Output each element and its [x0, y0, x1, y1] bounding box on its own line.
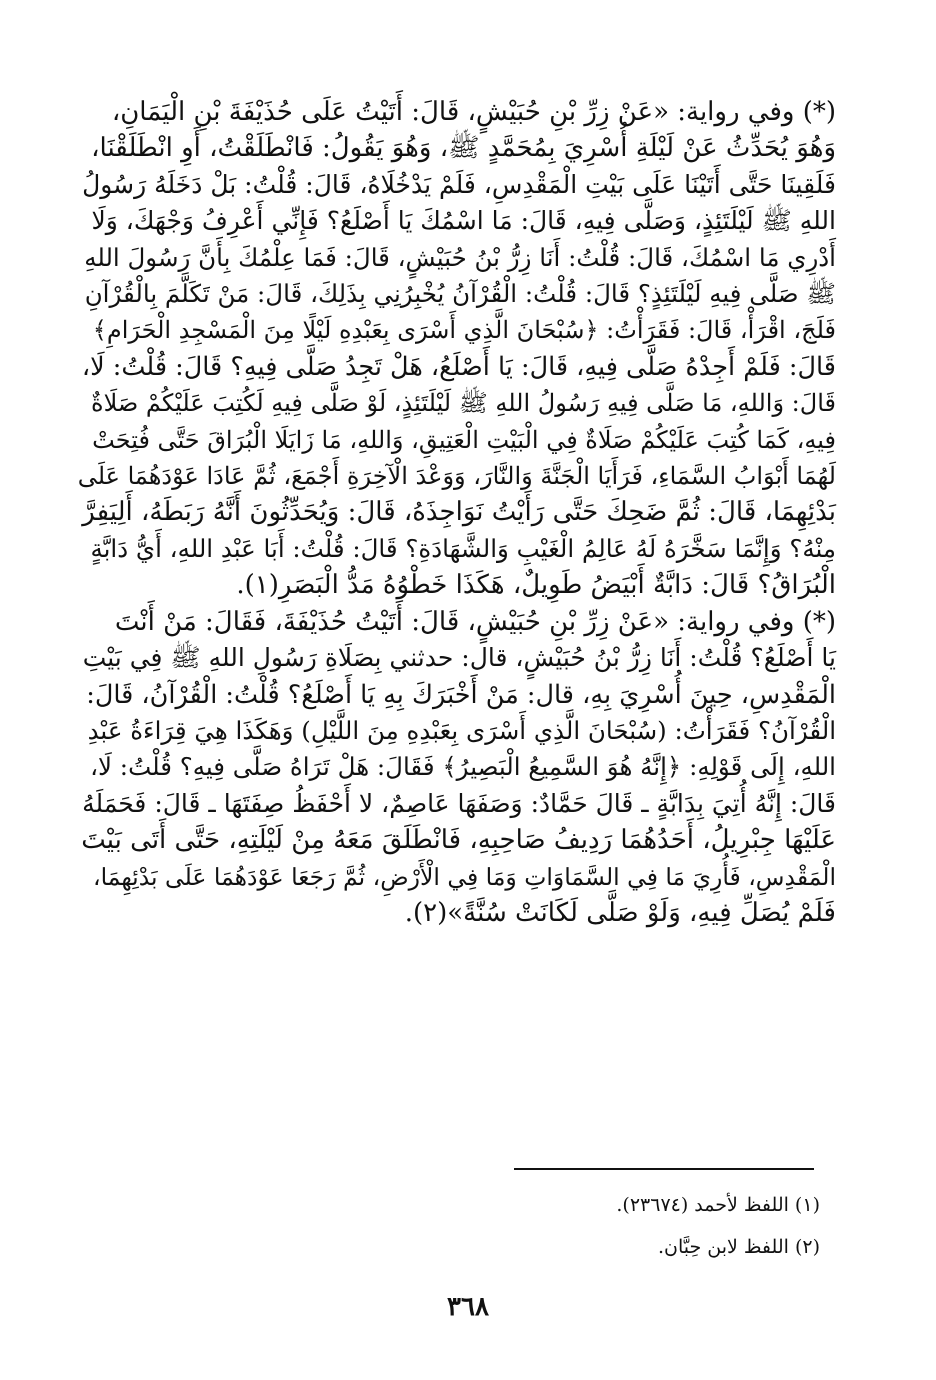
page-number: ٣٦٨: [447, 1292, 489, 1322]
text-line: عَلَيْهَا جِبْرِيلُ، أَحَدُهُمَا رَدِيفُ صَاحِبِهِ، فَانْطَلَقَ مَعَهُ مِنْ لَيْلَتِهِ، حَتَّى أَتَى بَيْتَ: [81, 825, 836, 856]
footnote-divider: [514, 1168, 814, 1170]
text-line: فَلَمْ يُصَلِّ فِيهِ، وَلَوْ صَلَّى لَكَانَتْ سُنَّةً»(٢).: [404, 897, 836, 928]
text-line: مِنْهُ؟ وَإِنَّمَا سَخَّرَهُ لَهُ عَالِمُ الْغَيْبِ وَالشَّهَادَةِ؟ قَالَ: قُلْتُ: أَبَا عَبْدِ اللهِ، أَيُّ دَابَّةٍ: [90, 533, 836, 563]
paragraph-1: [78, 94, 864, 604]
text-line: أَدْرِي مَا اسْمُكَ، قَالَ: قُلْتُ: أَنَا زِرُّ بْنُ حُبَيْشٍ، قَالَ: فَمَا عِلْمُكَ بِأَنَّ رَسُولَ اللهِ: [84, 242, 836, 272]
text-line: (*) وفي رواية: «عَنْ زِرِّ بْنِ حُبَيْشٍ، قَالَ: أَتَيْتُ عَلَى حُذَيْفَةَ بْنِ الْيَمَانِ،: [111, 97, 836, 127]
text-line: اللهِ ﷺ لَيْلَتَئِذٍ، وَصَلَّى فِيهِ، قَالَ: مَا اسْمُكَ يَا أَصْلَعُ؟ فَإِنِّي أَعْرِفُ وَجْهَكَ، وَلَا: [91, 206, 836, 236]
text-line: قَالَ: فَلَمْ أَجِدْهُ صَلَّى فِيهِ، قَالَ: يَا أَصْلَعُ، هَلْ تَجِدُ صَلَّى فِيهِ؟ قَالَ: قُلْتُ: لَا،: [81, 351, 836, 382]
text-line: يَا أَصْلَعُ؟ قُلْتُ: أَنَا زِرُّ بْنُ حُبَيْشٍ، قال: حدثني بِصَلَاةِ رَسُولِ اللهِ ﷺ فِي بَيْتِ: [82, 643, 836, 673]
footnotes: [480, 1184, 820, 1268]
text-line: فَلَقِينَا حَتَّى أَتَيْنَا عَلَى بَيْتِ الْمَقْدِسِ، فَلَمْ يَدْخُلَاهُ، قَالَ: قُلْتُ: بَلْ دَخَلَهُ رَسُولُ: [82, 169, 836, 199]
main-text: [78, 94, 864, 931]
text-line: قَالَ: وَاللهِ، مَا صَلَّى فِيهِ رَسُولُ اللهِ ﷺ لَيْلَتَئِذٍ، لَوْ صَلَّى فِيهِ لَكُتِبَ عَلَيْكُمْ صَلَاةٌ: [91, 389, 836, 418]
text-line: اللهِ، إِلَى قَوْلِهِ: ﴿إِنَّهُ هُوَ السَّمِيعُ الْبَصِيرُ﴾ فَقَالَ: هَلْ تَرَاهُ صَلَّى فِيهِ؟ قُلْتُ: لَا،: [90, 752, 836, 782]
text-line: قَالَ: إِنَّهُ أُتِيَ بِدَابَّةٍ ـ قَالَ حَمَّادٌ: وَصَفَهَا عَاصِمٌ، لا أَحْفَظُ صِفَتَهَا ـ قَالَ: فَحَمَلَهُ: [82, 788, 836, 818]
footnote-1: (١) اللفظ لأحمد (٢٣٦٧٤).: [616, 1194, 820, 1216]
text-line: بَدْئِهِمَا، قَالَ: ثُمَّ ضَحِكَ حَتَّى رَأَيْتُ نَوَاجِذَهُ، قَالَ: وَيُحَدِّثُونَ أَنَّهُ رَبَطَهُ، أَلِيَفِرَّ: [82, 497, 836, 528]
text-line: (*) وفي رواية: «عَنْ زِرِّ بْنِ حُبَيْشٍ، قَالَ: أَتَيْتُ حُذَيْفَةَ، فَقَالَ: مَنْ أَنْتَ: [114, 606, 836, 637]
text-line: وَهُوَ يُحَدِّثُ عَنْ لَيْلَةِ أُسْرِيَ بِمُحَمَّدٍ ﷺ، وَهُوَ يَقُولُ: فَانْطَلَقْتُ، أَوِ انْطَلَقْنَا،: [91, 133, 836, 164]
text-line: فِيهِ، كَمَا كُتِبَ عَلَيْكُمْ صَلَاةٌ فِي الْبَيْتِ الْعَتِيقِ، وَاللهِ، مَا زَايَلَا الْبُرَاقَ حَتَّى فُتِحَتْ: [92, 425, 836, 454]
text-line: فَلَجَ، اقْرَأْ، قَالَ: فَقَرَأْتُ: ﴿سُبْحَانَ الَّذِي أَسْرَى بِعَبْدِهِ لَيْلًا مِنَ الْمَسْجِدِ الْحَرَامِ﴾: [92, 316, 836, 345]
text-line: ﷺ صَلَّى فِيهِ لَيْلَتَئِذٍ؟ قَالَ: قُلْتُ: الْقُرْآنُ يُخْبِرُنِي بِذَلِكَ، قَالَ: مَنْ تَكَلَّمَ بِالْقُرْآنِ: [84, 279, 836, 309]
paragraph-2: [78, 604, 864, 932]
text-line: الْبُرَاقُ؟ قَالَ: دَابَّةٌ أَبْيَضُ طَوِيلٌ، هَكَذَا خَطْوُهُ مَدُّ الْبَصَرِ(١).: [236, 570, 836, 601]
text-line: الْقُرْآنُ؟ فَقَرَأْتُ: (سُبْحَانَ الَّذِي أَسْرَى بِعَبْدِهِ مِنَ اللَّيْلِ) وَهَكَذَا هِيَ قِرَاءَةُ عَبْدِ: [87, 715, 836, 745]
text-line: الْمَقْدِسِ، حِينَ أُسْرِيَ بِهِ، قال: مَنْ أَخْبَرَكَ بِهِ يَا أَصْلَعُ؟ قُلْتُ: الْقُرْآنُ، قَالَ:: [86, 679, 836, 710]
footnote-2: (٢) اللفظ لابن حِبَّان.: [657, 1236, 820, 1258]
text-line: الْمَقْدِسِ، فَأُرِيَ مَا فِي السَّمَاوَاتِ وَمَا فِي الْأَرْضِ، ثُمَّ رَجَعَا عَوْدَهُمَا عَلَى بَدْئِهِمَا،: [93, 862, 836, 891]
text-line: لَهُمَا أَبْوَابُ السَّمَاءِ، فَرَأَيَا الْجَنَّةَ وَالنَّارَ، وَوَعْدَ الْآخِرَةِ أَجْمَعَ، ثُمَّ عَادَا عَوْدَهُمَا عَلَى: [77, 462, 836, 491]
